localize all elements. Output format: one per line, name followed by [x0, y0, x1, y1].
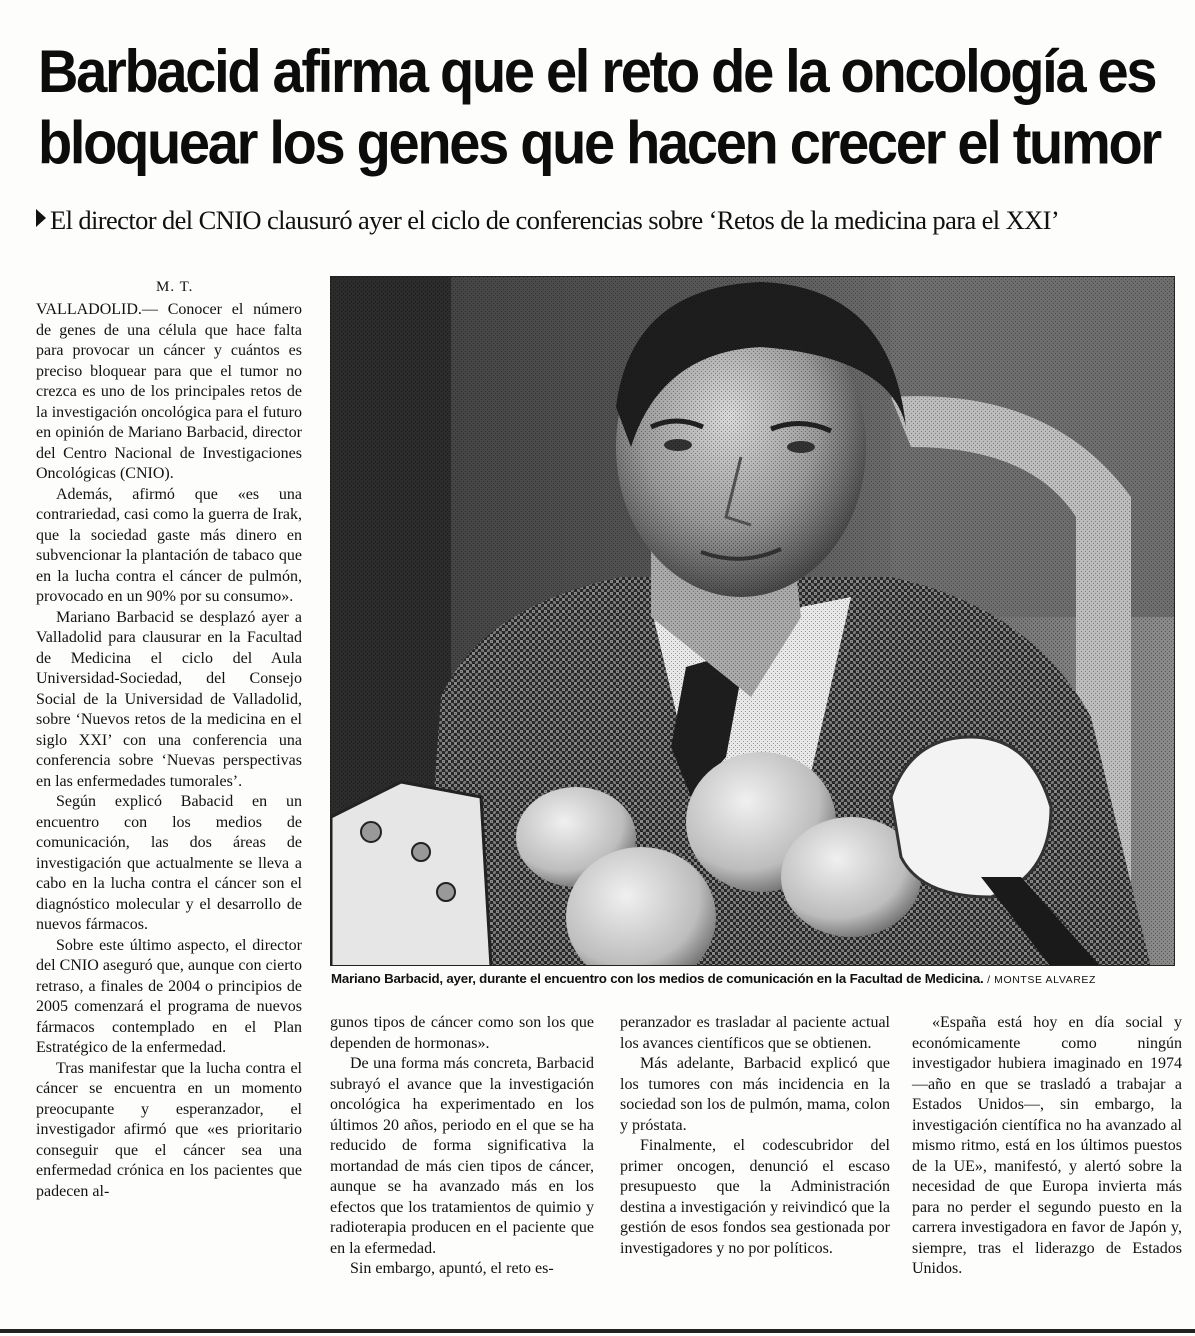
paragraph: Más adelante, Barbacid explicó que los tumores con más incidencia en la sociedad son los de pulmón, mama, colon y próstata.: [620, 1055, 890, 1134]
paragraph: Tras manifestar que la lucha contra el cáncer se encuentra en un momento preocupante y esperanzador, el investigador afirmó que «es prioritario conseguir que el cáncer sea una enfermedad crónica en los pacientes que padecen al-: [36, 1059, 302, 1200]
paragraph: «España está hoy en día social y económicamente como ningún investigador hubiera imaginado en 1974 —año en que se trasladó a trabajar a Estados Unidos—, sin embargo, la investigación científica no ha avanzado al mismo ritmo, está en los últimos puestos de la UE», manifestó, y alertó sobre la necesidad de que Europa invierta más para no perder el segundo puesto en la carrera investigadora en favor de Japón y, siempre, tras el liderazgo de Estados Unidos.: [912, 1014, 1182, 1277]
paragraph: Según explicó Babacid en un encuentro con los medios de comunicación, las dos áreas de investigación que actualmente se lleva a cabo en la lucha contra el cáncer son el diagnóstico molecular y el desarrollo de nuevos fármacos.: [36, 793, 302, 933]
article-photo: [330, 276, 1175, 966]
photo-credit: / MONTSE ALVAREZ: [987, 974, 1097, 986]
photo-caption: Mariano Barbacid, ayer, durante el encuentro con los medios de comunicación en la Facultad de Medicina.: [331, 971, 984, 986]
photo-illustration: [331, 277, 1175, 966]
article-column-4: [912, 1013, 1182, 1280]
subheadline-row: [36, 204, 1176, 236]
paragraph: Sin embargo, apuntó, el reto es-: [350, 1260, 554, 1277]
bottom-rule: [0, 1329, 1195, 1333]
headline: Barbacid afirma que el reto de la oncología es bloquear los genes que hacen crecer el tumor: [38, 37, 1160, 177]
article-column-3: [620, 1013, 890, 1259]
photo-caption-row: [331, 971, 1181, 986]
paragraph: gunos tipos de cáncer como son los que dependen de hormonas».: [330, 1014, 594, 1052]
paragraph: peranzador es trasladar al paciente actual los avances científicos que se obtienen.: [620, 1014, 890, 1052]
triangle-bullet-icon: [36, 209, 46, 227]
byline: M. T.: [156, 279, 194, 295]
paragraph: De una forma más concreta, Barbacid subrayó el avance que la investigación oncológica ha experimentado en los últimos 20 años, periodo en el que se ha reducido de forma significativa la mortandad de más cien tipos de cáncer, aunque se ha avanzado más en los efectos que los tratamientos de quimio y radioterapia producen en el paciente que en la efermedad.: [330, 1055, 594, 1257]
paragraph: VALLADOLID.— Conocer el número de genes de una célula que hace falta para provocar un cáncer y cuántos es preciso bloquear para que el tumor no crezca es uno de los principales retos de la investigación oncológica para el futuro en opinión de Mariano Barbacid, director del Centro Nacional de Investigaciones Oncológicas (CNIO).: [36, 301, 302, 482]
paragraph: Sobre este último aspecto, el director del CNIO aseguró que, aunque con cierto retraso, a finales de 2004 o principios de 2005 comenzará el programa de nuevos fármacos contemplado en el Plan Estratégico de la enfermedad.: [36, 936, 302, 1056]
paragraph: Finalmente, el codescubridor del primer oncogen, denunció el escaso presupuesto que la Administración destina a investigación y reivindicó que la gestión de esos fondos sea gestionada por investigadores y no por políticos.: [620, 1137, 890, 1257]
article-column-1: [36, 300, 302, 1202]
paragraph: Mariano Barbacid se desplazó ayer a Valladolid para clausurar en la Facultad de Medicina el ciclo del Aula Universidad-Sociedad, del Consejo Social de la Universidad de Valladolid, sobre ‘Nuevos retos de la medicina en el siglo XXI’ con una conferencia una conferencia sobre ‘Nuevas perspectivas en las enfermedades tumorales’.: [36, 608, 302, 790]
article-column-2: [330, 1013, 594, 1280]
paragraph: Además, afirmó que «es una contrariedad, casi como la guerra de Irak, que la sociedad gaste más dinero en subvencionar la plantación de tabaco que en la lucha contra el cáncer de pulmón, provocado en un 90% por su consumo».: [36, 485, 302, 605]
subheadline: El director del CNIO clausuró ayer el ciclo de conferencias sobre ‘Retos de la medicina para el XXI’: [50, 205, 1060, 235]
